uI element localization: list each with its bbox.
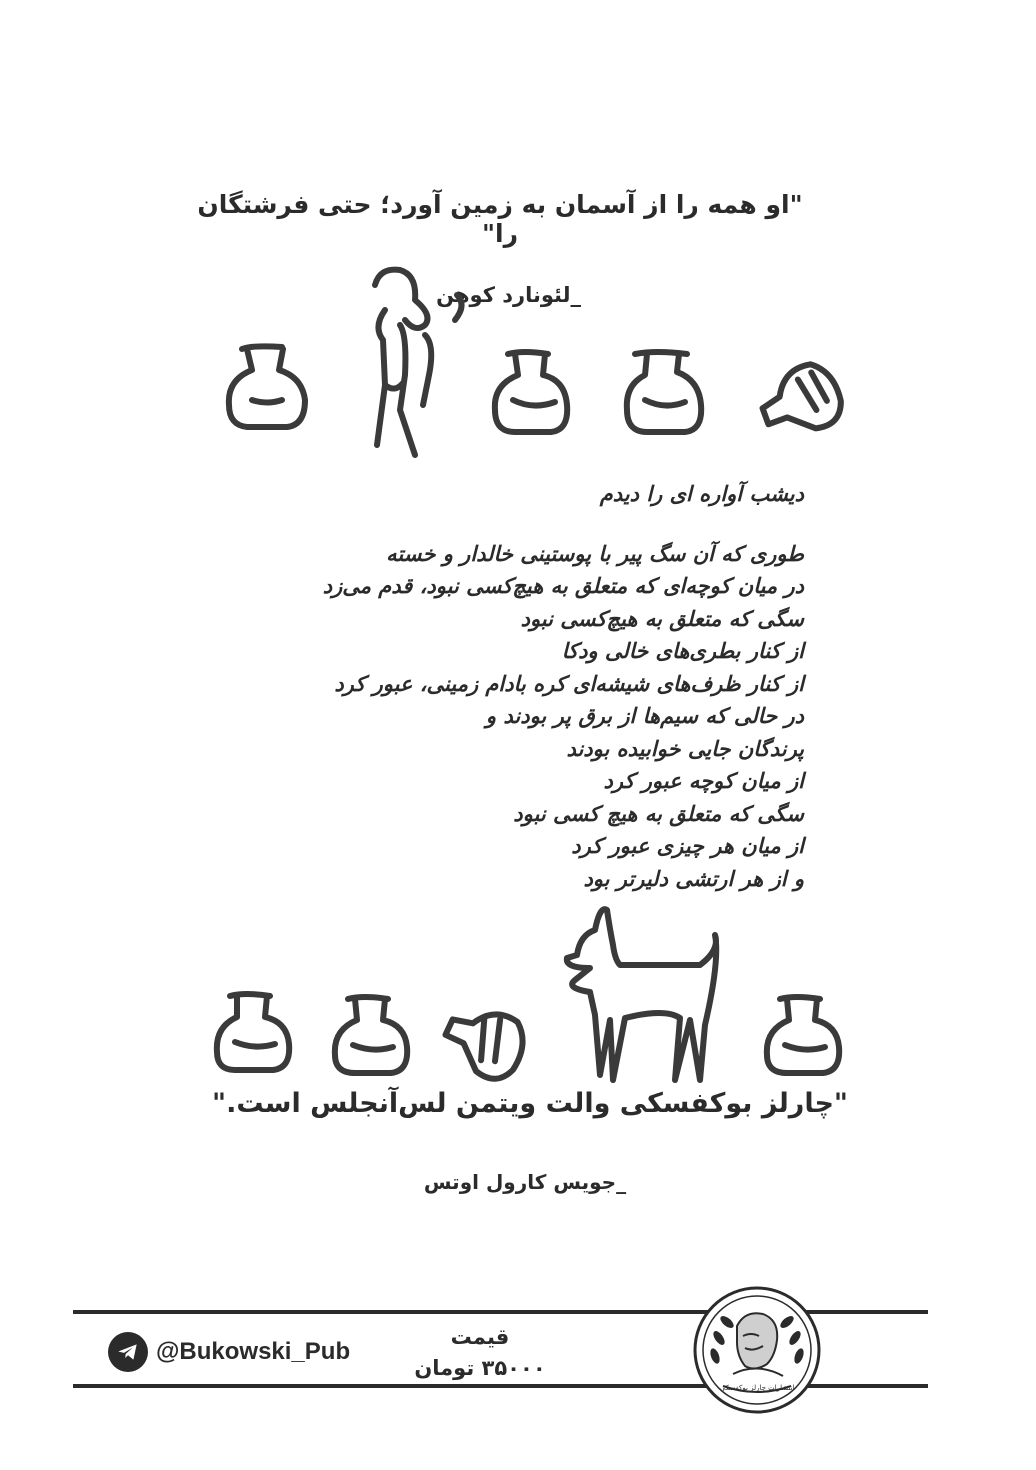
telegram-icon — [108, 1332, 148, 1372]
attribution-bottom: _جویس کارول اوتس — [423, 1170, 627, 1194]
poem-line: از کنار ظرف‌های شیشه‌ای کره بادام زمینی، عبور کرد — [334, 671, 804, 696]
bottle-icon — [335, 997, 407, 1073]
poem — [323, 478, 804, 895]
vagrant-figure-icon — [375, 270, 462, 455]
bottle-icon — [217, 994, 289, 1070]
poem-line: و از هر ارتشی دلیرتر بود — [583, 866, 804, 891]
telegram-handle[interactable] — [108, 1332, 350, 1372]
poem-line: از میان کوچه عبور کرد — [603, 769, 804, 793]
price-value: ۳۵۰۰۰ تومان — [414, 1356, 546, 1380]
poem-line: پرندگان جایی خوابیده بودند — [566, 736, 804, 761]
bottle-icon — [495, 352, 567, 432]
poem-line: سگی که متعلق به هیچ کسی نبود — [513, 801, 804, 826]
bottle-icon — [437, 996, 534, 1086]
poem-line: از میان هر چیزی عبور کرد — [571, 834, 804, 858]
publisher-logo-text: انتشارات چارلز بوکفسکی — [719, 1384, 795, 1392]
bottle-icon — [229, 346, 305, 427]
price-block — [400, 1322, 560, 1384]
poem-line: در حالی که سیم‌ها از برق پر بودند و — [485, 704, 804, 728]
top-doodle-row — [215, 265, 865, 465]
quote-bottom: "چارلز بوکفسکی والت ویتمن لس‌آنجلس است." — [212, 1088, 848, 1119]
poem-line: سگی که متعلق به هیچ‌کسی نبود — [520, 606, 804, 631]
bottle-icon — [767, 997, 839, 1073]
bottom-doodle-row — [205, 900, 855, 1090]
bottle-icon — [627, 352, 701, 432]
price-label: قیمت — [450, 1325, 510, 1349]
attribution-top: _لئونارد کوهن — [436, 283, 581, 307]
dog-icon — [567, 909, 716, 1080]
poem-line: طوری که آن سگ پیر با پوستینی خالدار و خسته — [386, 541, 804, 566]
publisher-logo — [693, 1286, 821, 1414]
poem-line: از کنار بطری‌های خالی ودکا — [561, 639, 804, 663]
telegram-handle-text: @Bukowski_Pub — [156, 1338, 351, 1365]
quote-top: "او همه را از آسمان به زمین آورد؛ حتی فرشتگان را" — [197, 190, 803, 248]
poem-first-line: دیشب آواره ای را دیدم — [599, 482, 804, 506]
bottle-icon — [754, 358, 848, 444]
poem-line: در میان کوچه‌ای که متعلق به هیچ‌کسی نبود، قدم می‌زد — [322, 574, 804, 598]
